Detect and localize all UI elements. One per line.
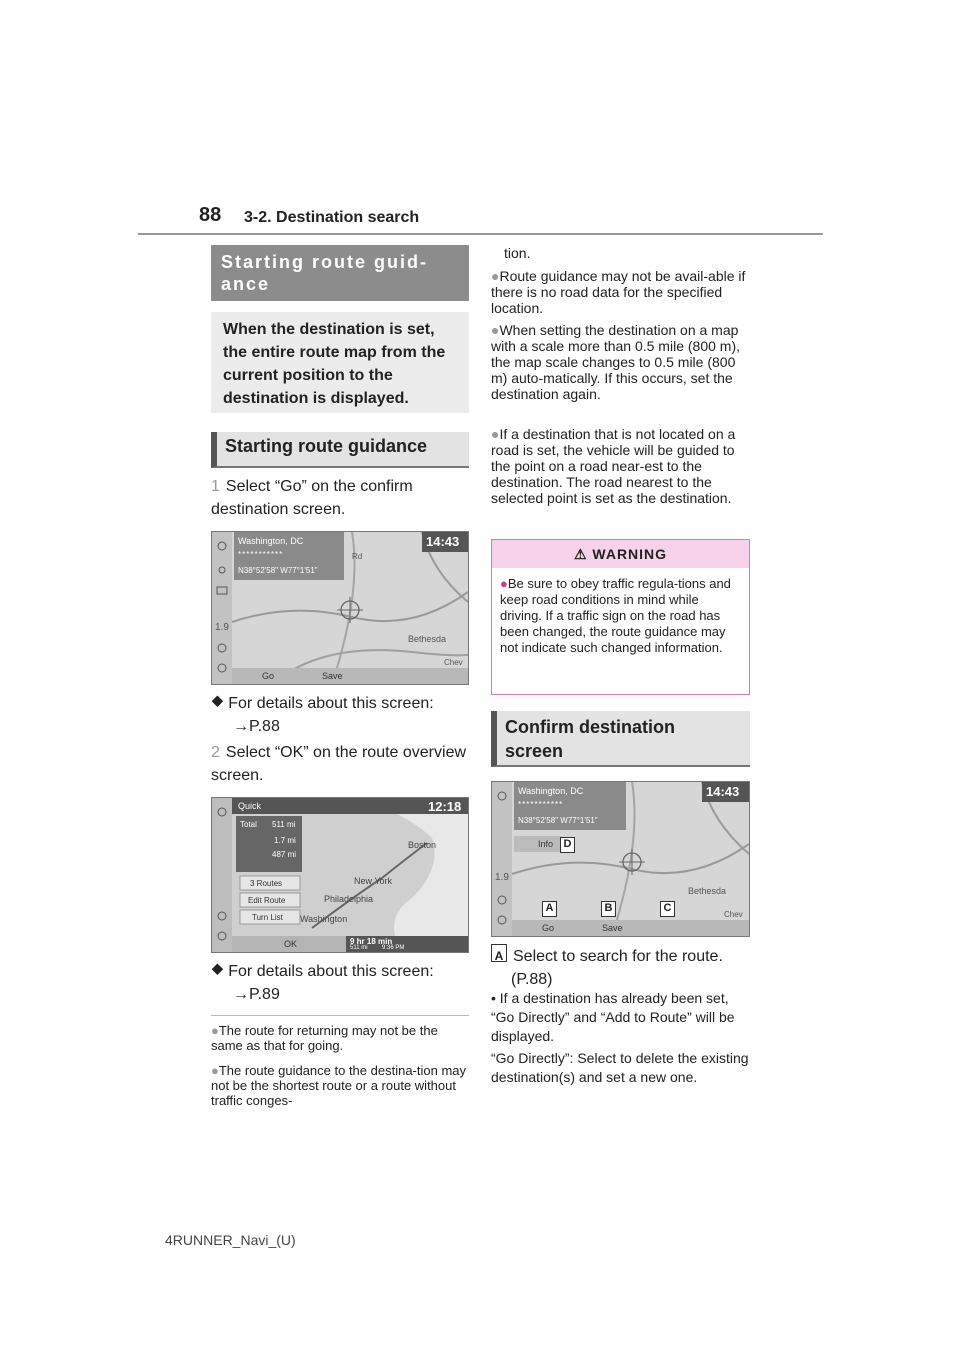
item-a-ref: (P.88) <box>511 971 553 988</box>
bullet-dot-icon: ● <box>211 1063 219 1078</box>
subsection-heading-confirm: Confirm destination screen <box>491 711 750 767</box>
bullet-icon: • <box>491 990 500 1006</box>
screen1-place: Washington, DC <box>238 536 304 546</box>
warning-title: WARNING <box>592 546 668 562</box>
callout-label-d: D <box>560 837 575 853</box>
item-a-subnote <box>491 989 753 1046</box>
screen3-scale: 1.9 <box>495 872 509 883</box>
screen2-row2-value: 487 mi <box>272 850 297 859</box>
item-a <box>491 944 756 991</box>
bullet-dot-icon: ● <box>491 426 500 442</box>
screen1-go-button: Go <box>262 671 275 681</box>
callout-label-b: B <box>601 901 616 917</box>
screen3-place: Washington, DC <box>518 786 584 796</box>
arrow-icon: → <box>233 986 249 1003</box>
bullet-1 <box>211 692 469 738</box>
subsection-heading: Starting route guidance <box>211 432 469 468</box>
confirm-destination-labeled-screenshot <box>491 781 750 937</box>
bullet-text: For details about this screen: <box>228 963 434 980</box>
warning-header <box>492 540 749 568</box>
header-divider <box>138 233 823 235</box>
page-number: 88 <box>199 204 222 226</box>
note-1 <box>211 1023 469 1053</box>
screen3-chev: Chev <box>724 910 743 919</box>
screen1-chev: Chev <box>444 658 463 667</box>
note-text: When setting the destination on a map with a scale more than 0.5 mile (800 m), the map scale changes to 0.5 mile (800 m) auto-matically. If this occurs, set the destination again. <box>491 322 740 402</box>
screen3-city: Bethesda <box>688 886 727 896</box>
warning-icon: ⚠ <box>573 546 593 562</box>
step-text: Select “Go” on the confirm destination screen. <box>211 478 413 518</box>
bullet-dot-icon: ● <box>211 1023 219 1038</box>
bullet-ref: P.89 <box>249 986 280 1003</box>
bullet-icon: ⯁ <box>211 695 229 712</box>
screen3-save-button: Save <box>602 923 623 933</box>
screen3-stars: *********** <box>518 800 564 809</box>
warning-body <box>492 568 749 660</box>
screen2-ok-button: OK <box>284 939 298 949</box>
bullet-text: For details about this screen: <box>228 695 434 712</box>
bullet-dot-icon: ● <box>491 322 500 338</box>
screen2-edit-route-button: Edit Route <box>248 896 286 905</box>
screen2-turn-list-button: Turn List <box>252 913 283 922</box>
step-1 <box>211 475 469 521</box>
screen1-city: Bethesda <box>408 634 447 644</box>
step-2 <box>211 741 469 787</box>
note-text: If a destination that is not located on a road is set, the vehicle will be guided to the point on a road near-est to the destination. The road nearest to the selected point is set as the destination. <box>491 426 736 506</box>
screen2-city-newyork: New York <box>354 876 393 886</box>
callout-label-a: A <box>542 901 557 917</box>
callout-label-c: C <box>660 901 675 917</box>
screen1-scale: 1.9 <box>215 622 229 633</box>
screen2-city-boston: Boston <box>408 840 437 850</box>
notes-divider <box>211 1015 469 1016</box>
screen3-info-button: Info <box>538 839 554 849</box>
bullet-ref: P.88 <box>249 718 280 735</box>
warning-text: Be sure to obey traffic regula-tions and keep road conditions in mind while driving. If a traffic sign on the road has been changed, the route guidance may not indicate such changed information. <box>500 576 731 655</box>
screen1-time: 14:43 <box>426 534 460 549</box>
note-4 <box>491 322 751 402</box>
go-directly-text: “Go Directly”: Select to delete the existing destination(s) and set a new one. <box>491 1050 749 1085</box>
screen3-coords: N38°52'58" W77°1'51" <box>518 816 598 825</box>
screen2-total-label: Total <box>240 820 257 829</box>
step-text: Select “OK” on the route overview screen. <box>211 744 467 784</box>
screen1-stars: *********** <box>238 550 284 559</box>
note-text: Route guidance may not be avail-able if there is no road data for the specified location. <box>491 268 746 316</box>
section-title: 3-2. Destination search <box>244 209 420 226</box>
route-overview-screenshot <box>211 797 469 953</box>
note-3 <box>491 268 751 316</box>
bullet-dot-icon: ● <box>500 576 508 591</box>
document-footer: 4RUNNER_Navi_(U) <box>165 1232 296 1248</box>
bullet-icon: ⯁ <box>211 963 229 980</box>
note-text: The route for returning may not be the same as that for going. <box>211 1023 438 1053</box>
screen2-mode: Quick <box>238 801 262 811</box>
screen1-rd: Rd <box>352 552 363 561</box>
screen3-go-button: Go <box>542 923 555 933</box>
screen2-city-washington: Washington <box>300 914 348 924</box>
callout-label-a: A <box>491 944 507 962</box>
screen2-3routes-button: 3 Routes <box>250 879 283 888</box>
screen2-eta: 9 hr 18 min <box>350 937 393 946</box>
screen2-eta-time: 9:36 PM <box>382 945 405 951</box>
screen2-eta-distance: 511 mi <box>350 945 368 951</box>
step-number: 2 <box>211 744 220 761</box>
lead-text: When the destination is set, the entire route map from the current position to the destination is displayed. <box>211 312 469 413</box>
screen1-save-button: Save <box>322 671 343 681</box>
screen2-total-value: 511 mi <box>272 820 296 829</box>
screen1-coords: N38°52'58" W77°1'51" <box>238 566 318 575</box>
item-a-text: Select to search for the route. <box>513 948 723 965</box>
subnote-text: If a destination has already been set, “Go Directly” and “Add to Route” will be displayed. <box>491 990 735 1044</box>
screen2-city-philadelphia: Philadelphia <box>324 894 374 904</box>
confirm-destination-screenshot <box>211 531 469 685</box>
screen2-row1-value: 1.7 mi <box>274 836 296 845</box>
bullet-dot-icon: ● <box>491 268 500 284</box>
screen3-time: 14:43 <box>706 784 740 799</box>
bullet-2 <box>211 960 469 1006</box>
section-banner: Starting route guid- ance <box>211 245 469 301</box>
note-5 <box>491 426 751 506</box>
note-text: The route guidance to the destina-tion may not be the shortest route or a route without traffic conges- <box>211 1063 467 1108</box>
warning-box <box>491 539 750 695</box>
note-2 <box>211 1063 469 1108</box>
continued-text: tion. <box>504 245 531 261</box>
arrow-icon: → <box>233 718 249 735</box>
screen2-time: 12:18 <box>428 799 462 814</box>
step-number: 1 <box>211 478 220 495</box>
